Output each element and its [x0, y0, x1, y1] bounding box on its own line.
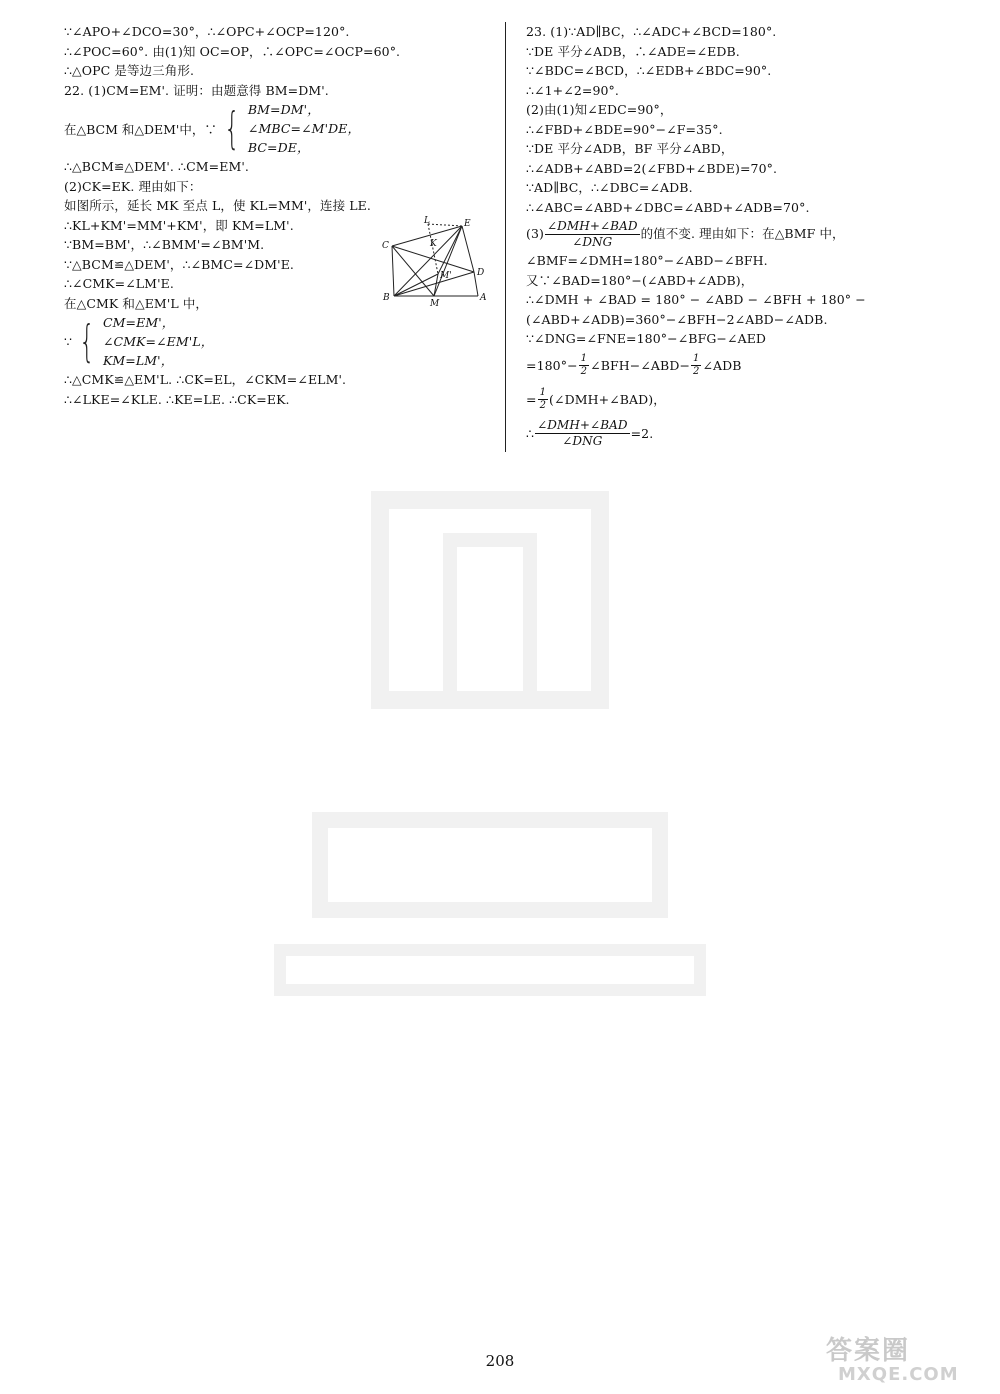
fraction-denominator: 2: [539, 400, 547, 411]
label-b: B: [383, 293, 390, 303]
segment-cm: [392, 246, 434, 296]
column-divider: [505, 22, 506, 452]
text-line: ∵BM=BM'，∴∠BMM'=∠BM'M.: [64, 237, 265, 252]
text-line: ∵AD∥BC，∴∠DBC=∠ADB.: [526, 180, 693, 195]
fraction-numerator: 1: [693, 353, 700, 364]
brace-lines: [103, 313, 213, 370]
watermark-text: 答案圈: [826, 1336, 911, 1366]
text-line: ∠BMF=∠DMH=180°−∠ABD−∠BFH.: [526, 253, 768, 268]
expr-part: ∠ADB: [702, 357, 742, 373]
text-line: 又∵∠BAD=180°−(∠ABD+∠ADB)，: [526, 272, 754, 288]
congruence-conditions-1: [64, 100, 496, 157]
text-line: ∴∠POC=60°. 由(1)知 OC=OP，∴∠OPC=∠OCP=60°.: [64, 43, 401, 59]
label-m-prime: M': [440, 271, 452, 281]
text-line: ∴∠FBD+∠BDE=90°−∠F=35°.: [526, 121, 723, 137]
text-line: ∵∠DNG=∠FNE=180°−∠BFG−∠AED: [526, 331, 767, 346]
fraction-statement: [526, 217, 966, 251]
final-result: [526, 417, 966, 451]
fraction-half: [538, 387, 548, 412]
fraction-numerator: 1: [580, 353, 588, 364]
segment-le: [428, 224, 462, 226]
condition: CM=EM'，: [102, 315, 175, 330]
text-line: ∵DE 平分∠ADB，∴∠ADE=∠EDB.: [526, 43, 740, 59]
frac-suffix: =2.: [630, 425, 654, 441]
text-line: ∵∠BDC=∠BCD，∴∠EDB+∠BDC=90°.: [526, 63, 772, 78]
text-line: ∵∠APO+∠DCO=30°，∴∠OPC+∠OCP=120°.: [64, 24, 350, 39]
text-line: 如图所示，延长 MK 至点 L，使 KL=MM'，连接 LE.: [64, 198, 371, 213]
label-d: D: [477, 268, 485, 278]
expr-part: (∠DMH+∠BAD)，: [549, 391, 666, 407]
fraction-denominator: ∠DNG: [562, 434, 603, 448]
segment-cd: [392, 246, 474, 272]
problem-22-heading: 22. (1)CM=EM'. 证明：由题意得 BM=DM'.: [64, 82, 329, 98]
text-line: (2)CK=EK. 理由如下：: [64, 178, 202, 194]
watermark-url: MXQE.COM: [838, 1364, 959, 1385]
text-line: ∴KL+KM'=MM'+KM'，即 KM=LM'.: [64, 217, 294, 233]
segment-bc: [392, 246, 394, 296]
label-c: C: [382, 241, 389, 251]
text-line: 在△CMK 和△EM'L 中，: [64, 295, 209, 311]
condition: KM=LM'，: [102, 353, 174, 368]
brace-lines: [248, 100, 360, 157]
text-line: ∴∠DMH + ∠BAD = 180° − ∠ABD − ∠BFH + 180° −: [526, 292, 866, 307]
expression-line: [526, 383, 966, 417]
text-line: ∴△CMK≌△EM'L. ∴CK=EL，∠CKM=∠ELM'.: [64, 372, 347, 387]
expr-part: ∠BFH−∠ABD−: [590, 357, 691, 373]
fraction-numerator: ∠DMH+∠BAD: [537, 418, 628, 432]
fraction: [545, 219, 640, 250]
condition: BM=DM'，: [247, 102, 320, 117]
fraction-denominator: 2: [580, 366, 588, 377]
label-k: K: [430, 239, 437, 249]
label-e: E: [464, 219, 471, 229]
fraction: [535, 418, 630, 449]
page-number: 208: [485, 1352, 515, 1370]
text-line: (∠ABD+∠ADB)=360°−∠BFH−2∠ABD−∠ADB.: [526, 311, 828, 327]
segment-mm2: [434, 274, 438, 296]
segment-ed: [462, 226, 474, 272]
label-a: A: [480, 293, 487, 303]
text-line: ∵△BCM≌△DEM'，∴∠BMC=∠DM'E.: [64, 256, 294, 272]
watermark-logo: [820, 1330, 990, 1390]
frac-prefix: (3): [526, 226, 545, 241]
condition: ∠CMK=∠EM'L，: [102, 334, 214, 349]
text-line: ∴∠1+∠2=90°.: [526, 82, 619, 98]
text-line: (2)由(1)知∠EDC=90°，: [526, 102, 673, 117]
segment-lk: [428, 224, 438, 274]
expr-part: =: [526, 391, 537, 407]
left-brace-icon: {: [79, 315, 95, 367]
expr-part: =180°−: [526, 357, 578, 373]
fraction-denominator: 2: [693, 366, 700, 377]
condition: ∠MBC=∠M'DE，: [247, 121, 361, 136]
fraction-denominator: ∠DNG: [572, 234, 613, 249]
fraction-half: [691, 353, 701, 378]
text-line: ∵DE 平分∠ADB，BF 平分∠ABD，: [526, 141, 734, 156]
label-m: M: [430, 299, 440, 308]
background-ghost-art: [260, 480, 720, 1040]
text-line: ∴∠CMK=∠LM'E.: [64, 276, 174, 291]
left-brace-icon: {: [224, 102, 240, 154]
frac-prefix: ∴: [526, 425, 535, 441]
fraction-numerator: 1: [539, 387, 547, 398]
geometry-figure: [378, 216, 492, 308]
text-line: ∴∠ABC=∠ABD+∠DBC=∠ABD+∠ADB=70°.: [526, 199, 810, 215]
text-line: ∴∠ADB+∠ABD=2(∠FBD+∠BDE)=70°.: [526, 160, 778, 176]
expression-line: [526, 349, 966, 383]
label-l: L: [424, 216, 430, 226]
fraction-numerator: ∠DMH+∠BAD: [547, 218, 638, 233]
text-line: ∴△OPC 是等边三角形.: [64, 63, 195, 78]
problem-23-heading: 23. (1)∵AD∥BC，∴∠ADC+∠BCD=180°.: [526, 24, 777, 39]
text-line: ∴△BCM≌△DEM'. ∴CM=EM'.: [64, 159, 249, 174]
brace-prefix: ∵: [64, 334, 72, 349]
text-line: ∴∠LKE=∠KLE. ∴KE=LE. ∴CK=EK.: [64, 391, 290, 407]
brace-prefix: 在△BCM 和△DEM'中，∵: [64, 121, 217, 137]
fraction-half: [579, 353, 589, 378]
right-column: [526, 22, 966, 451]
frac-suffix: 的值不变. 理由如下：在△BMF 中，: [640, 226, 845, 241]
condition: BC=DE，: [247, 140, 310, 155]
congruence-conditions-2: [64, 313, 496, 370]
segment-ce: [392, 226, 462, 246]
